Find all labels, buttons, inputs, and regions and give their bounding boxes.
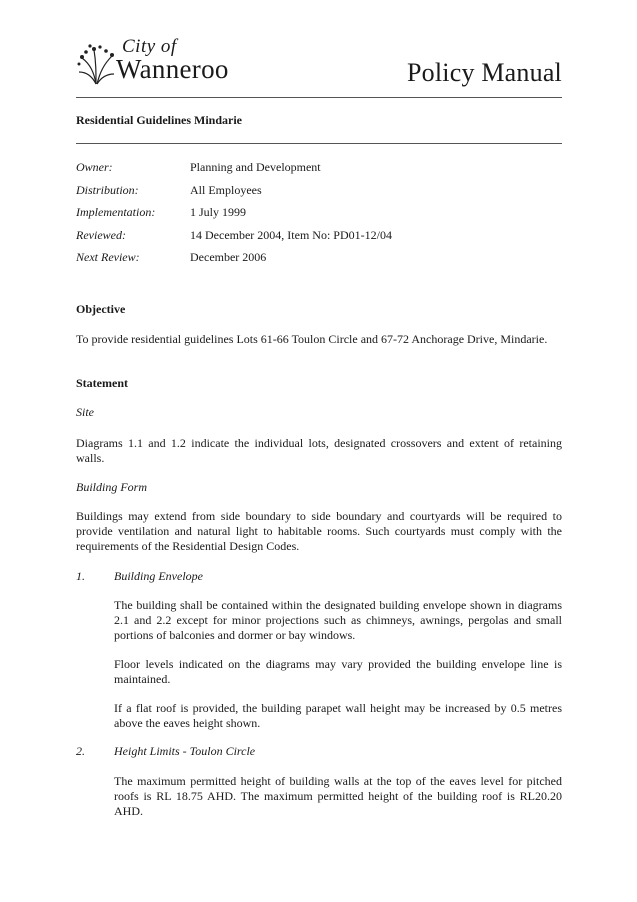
logo-city-of-text: City of [122, 36, 177, 57]
item-number: 2. [76, 744, 85, 758]
meta-label: Implementation: [76, 205, 156, 219]
meta-row-implementation [76, 205, 562, 228]
meta-value: Planning and Development [190, 160, 321, 174]
logo-wanneroo-text: Wanneroo [116, 54, 229, 84]
meta-row-distribution [76, 183, 562, 206]
document-metadata-table [76, 160, 562, 273]
building-envelope-paragraph: Floor levels indicated on the diagrams may vary provided the building envelope line is maintained. [114, 657, 562, 686]
meta-label: Reviewed: [76, 227, 126, 242]
height-limits-paragraph: The maximum permitted height of building walls at the top of the eaves level for pitched roofs is RL 18.75 AHD. The maximum permitted height of the building roof is RL20.20 AHD. [114, 774, 562, 818]
meta-label: Next Review: [76, 250, 140, 264]
statement-heading: Statement [76, 376, 128, 390]
site-heading: Site [76, 405, 94, 419]
meta-row-next-review [76, 250, 562, 273]
objective-heading: Objective [76, 302, 126, 316]
document-title: Residential Guidelines Mindarie [76, 113, 243, 127]
meta-value: All Employees [190, 182, 262, 197]
plant-logo-icon [76, 42, 116, 86]
meta-value: December 2006 [190, 250, 267, 264]
city-logo [76, 36, 256, 88]
header-divider [76, 97, 562, 98]
building-envelope-paragraph: The building shall be contained within the designated building envelope shown in diagrams 2.1 and 2.2 except for minor projections such as chimneys, awnings, pergolas and small portions of balconies and dormer or bay windows. [114, 598, 562, 642]
objective-text: To provide residential guidelines Lots 61-66 Toulon Circle and 67-72 Anchorage Drive, Mindarie. [76, 332, 548, 346]
item-number: 1. [76, 569, 85, 583]
meta-value: 14 December 2004, Item No: PD01-12/04 [190, 227, 392, 242]
building-form-text: Buildings may extend from side boundary to side boundary and courtyards will be required to provide ventilation and natural light to habitable rooms. Such courtyards must comply with the requirements of the Residential Design Codes. [76, 509, 562, 553]
meta-row-reviewed [76, 228, 562, 251]
site-text: Diagrams 1.1 and 1.2 indicate the individual lots, designated crossovers and extent of retaining walls. [76, 436, 562, 465]
meta-value: 1 July 1999 [190, 205, 247, 219]
item-title-height-limits: Height Limits - Toulon Circle [114, 744, 256, 758]
meta-row-owner [76, 160, 562, 183]
title-divider [76, 143, 562, 144]
item-title-building-envelope: Building Envelope [114, 569, 203, 583]
manual-title: Policy Manual [407, 58, 562, 87]
meta-label: Distribution: [76, 182, 139, 197]
meta-label: Owner: [76, 160, 113, 174]
building-envelope-paragraph: If a flat roof is provided, the building parapet wall height may be increased by 0.5 metres above the eaves height shown. [114, 701, 562, 730]
building-form-heading: Building Form [76, 480, 147, 494]
